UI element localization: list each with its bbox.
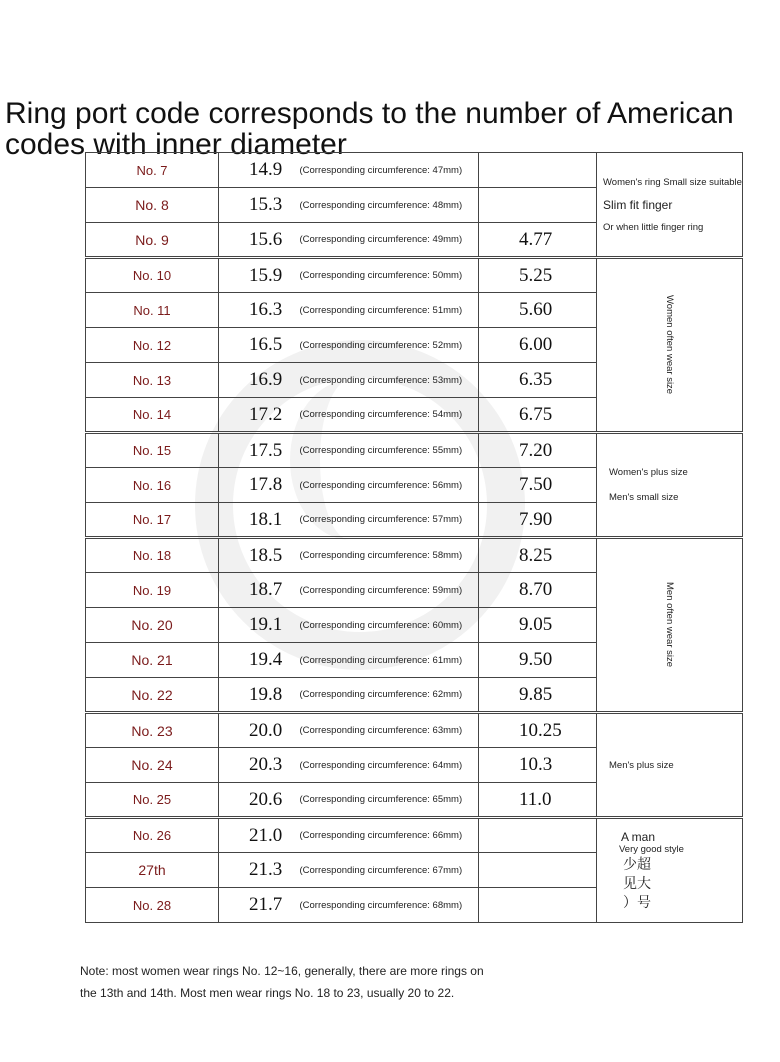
circumference-cell: (Corresponding circumference: 58mm) [298, 538, 479, 573]
ring-number-cell: No. 25 [86, 783, 219, 818]
inner-diameter-cell: 20.6 [219, 783, 298, 818]
ring-number-cell: No. 28 [86, 888, 219, 923]
table-row [86, 258, 743, 293]
footer-line-1: Note: most women wear rings No. 12~16, generally, there are more rings on [80, 964, 484, 978]
group-note-g2 [597, 258, 743, 433]
ring-number-cell: No. 16 [86, 468, 219, 503]
footer-line-2: the 13th and 14th. Most men wear rings No. 18 to 23, usually 20 to 22. [80, 986, 455, 1000]
table-row [86, 433, 743, 468]
circumference-cell: (Corresponding circumference: 49mm) [298, 223, 479, 258]
table-row [86, 713, 743, 748]
inner-diameter-cell: 17.8 [219, 468, 298, 503]
ring-number-cell: No. 14 [86, 398, 219, 433]
ring-number-cell: No. 21 [86, 643, 219, 678]
table-row [86, 153, 743, 188]
page-title: Ring port code corresponds to the number of American codes with inner diameter [5, 97, 734, 161]
us-size-cell: 8.25 [479, 538, 597, 573]
inner-diameter-cell: 15.3 [219, 188, 298, 223]
inner-diameter-cell: 18.7 [219, 573, 298, 608]
circumference-cell: (Corresponding circumference: 65mm) [298, 783, 479, 818]
ring-number-cell: No. 26 [86, 818, 219, 853]
ring-number-cell: No. 7 [86, 153, 219, 188]
us-size-cell: 6.35 [479, 363, 597, 398]
inner-diameter-cell: 15.6 [219, 223, 298, 258]
us-size-cell: 6.00 [479, 328, 597, 363]
ring-number-cell: No. 22 [86, 678, 219, 713]
ring-number-cell: No. 8 [86, 188, 219, 223]
note-line: Men's small size [609, 492, 679, 503]
ring-number-cell: No. 9 [86, 223, 219, 258]
us-size-cell [479, 818, 597, 853]
note-line: Very good style [619, 843, 684, 855]
inner-diameter-cell: 19.8 [219, 678, 298, 713]
group-note-g4 [597, 538, 743, 713]
us-size-cell: 5.60 [479, 293, 597, 328]
ring-number-cell: No. 11 [86, 293, 219, 328]
inner-diameter-cell: 15.9 [219, 258, 298, 293]
circumference-cell: (Corresponding circumference: 67mm) [298, 853, 479, 888]
note-line: Slim fit finger [603, 197, 673, 212]
us-size-cell: 7.20 [479, 433, 597, 468]
note-line: Men's plus size [609, 759, 674, 771]
inner-diameter-cell: 16.9 [219, 363, 298, 398]
inner-diameter-cell: 20.3 [219, 748, 298, 783]
inner-diameter-cell: 18.1 [219, 503, 298, 538]
circumference-cell: (Corresponding circumference: 61mm) [298, 643, 479, 678]
note-line: Women's ring Small size suitable [603, 176, 742, 188]
note-vertical: Men often wear size [663, 582, 675, 668]
note-line: Or when little finger ring [603, 221, 704, 233]
table-row [86, 818, 743, 853]
circumference-cell: (Corresponding circumference: 52mm) [298, 328, 479, 363]
group-note-g1 [597, 153, 743, 258]
note-cjk: ）号 [623, 893, 651, 910]
us-size-cell: 8.70 [479, 573, 597, 608]
circumference-cell: (Corresponding circumference: 51mm) [298, 293, 479, 328]
circumference-cell: (Corresponding circumference: 56mm) [298, 468, 479, 503]
ring-number-cell: No. 18 [86, 538, 219, 573]
ring-number-cell: No. 20 [86, 608, 219, 643]
ring-number-cell: No. 23 [86, 713, 219, 748]
circumference-cell: (Corresponding circumference: 66mm) [298, 818, 479, 853]
ring-number-cell: No. 15 [86, 433, 219, 468]
ring-number-cell: 27th [86, 853, 219, 888]
inner-diameter-cell: 19.4 [219, 643, 298, 678]
us-size-cell: 4.77 [479, 223, 597, 258]
circumference-cell: (Corresponding circumference: 55mm) [298, 433, 479, 468]
inner-diameter-cell: 21.3 [219, 853, 298, 888]
ring-number-cell: No. 10 [86, 258, 219, 293]
circumference-cell: (Corresponding circumference: 54mm) [298, 398, 479, 433]
us-size-cell: 10.25 [479, 713, 597, 748]
inner-diameter-cell: 14.9 [219, 153, 298, 188]
inner-diameter-cell: 16.3 [219, 293, 298, 328]
group-note-g3 [597, 433, 743, 538]
inner-diameter-cell: 20.0 [219, 713, 298, 748]
group-note-g6 [597, 818, 743, 923]
us-size-cell [479, 188, 597, 223]
inner-diameter-cell: 17.2 [219, 398, 298, 433]
us-size-cell [479, 888, 597, 923]
inner-diameter-cell: 21.7 [219, 888, 298, 923]
note-line: A man [621, 829, 656, 844]
circumference-cell: (Corresponding circumference: 68mm) [298, 888, 479, 923]
circumference-cell: (Corresponding circumference: 48mm) [298, 188, 479, 223]
us-size-cell: 9.05 [479, 608, 597, 643]
us-size-cell: 9.85 [479, 678, 597, 713]
circumference-cell: (Corresponding circumference: 60mm) [298, 608, 479, 643]
us-size-cell: 9.50 [479, 643, 597, 678]
us-size-cell: 6.75 [479, 398, 597, 433]
inner-diameter-cell: 21.0 [219, 818, 298, 853]
us-size-cell [479, 853, 597, 888]
circumference-cell: (Corresponding circumference: 63mm) [298, 713, 479, 748]
us-size-cell: 10.3 [479, 748, 597, 783]
circumference-cell: (Corresponding circumference: 59mm) [298, 573, 479, 608]
note-vertical: Women often wear size [663, 295, 675, 395]
us-size-cell [479, 153, 597, 188]
footer-note [80, 960, 484, 1004]
inner-diameter-cell: 17.5 [219, 433, 298, 468]
inner-diameter-cell: 19.1 [219, 608, 298, 643]
circumference-cell: (Corresponding circumference: 47mm) [298, 153, 479, 188]
inner-diameter-cell: 18.5 [219, 538, 298, 573]
table-row [86, 538, 743, 573]
us-size-cell: 11.0 [479, 783, 597, 818]
circumference-cell: (Corresponding circumference: 57mm) [298, 503, 479, 538]
note-cjk: 见大 [623, 874, 651, 891]
ring-number-cell: No. 12 [86, 328, 219, 363]
ring-number-cell: No. 24 [86, 748, 219, 783]
note-cjk: 少超 [623, 855, 651, 872]
circumference-cell: (Corresponding circumference: 50mm) [298, 258, 479, 293]
us-size-cell: 5.25 [479, 258, 597, 293]
note-line: Women's plus size [609, 467, 688, 478]
us-size-cell: 7.50 [479, 468, 597, 503]
ring-number-cell: No. 13 [86, 363, 219, 398]
group-note-g5 [597, 713, 743, 818]
ring-number-cell: No. 19 [86, 573, 219, 608]
inner-diameter-cell: 16.5 [219, 328, 298, 363]
circumference-cell: (Corresponding circumference: 64mm) [298, 748, 479, 783]
ring-number-cell: No. 17 [86, 503, 219, 538]
us-size-cell: 7.90 [479, 503, 597, 538]
ring-size-table [85, 152, 743, 923]
circumference-cell: (Corresponding circumference: 62mm) [298, 678, 479, 713]
circumference-cell: (Corresponding circumference: 53mm) [298, 363, 479, 398]
